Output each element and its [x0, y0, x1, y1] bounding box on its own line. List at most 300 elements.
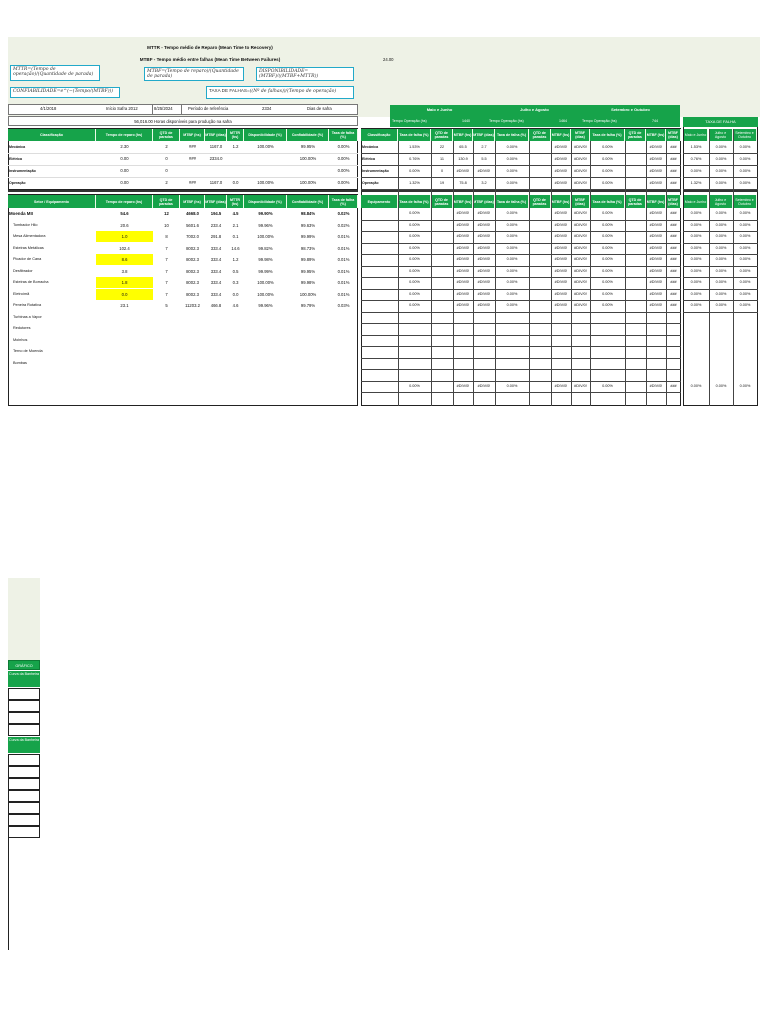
mid-equipment-cell: #DIV/0! — [574, 280, 587, 284]
mid-header-cell: QTD de paradas — [431, 195, 453, 208]
mid-equipment-cell: #DIV/0! — [456, 268, 470, 273]
side-cell — [8, 802, 40, 814]
row-divider — [683, 312, 758, 313]
mid-equipment-cell: 0.00% — [506, 268, 518, 273]
mid-equipment-cell: #DIV/0! — [649, 383, 663, 388]
mid-equipment-cell: #DIV/0! — [554, 257, 568, 261]
equipment-header-cell: QTD de paradas — [153, 195, 180, 208]
equipment-cell: 100.00% — [257, 291, 274, 297]
mid-equipment-cell — [529, 381, 551, 392]
class-header-cell: Taxa de falha (%) — [329, 129, 358, 141]
equipment-cell: 0.01% — [337, 245, 350, 251]
taxa-falha-equipment-cell: 0.00% — [690, 280, 702, 284]
mid-equipment-cell: 0.00% — [409, 222, 420, 227]
taxa-falha-equipment-cell: 0.00% — [690, 245, 702, 250]
taxa-falha-equipment-cell: 0.00% — [739, 211, 751, 215]
mid-equipment-cell — [431, 254, 453, 265]
equipment-cell: 0.01% — [337, 280, 350, 285]
equipment-cell: 99.96% — [258, 222, 273, 228]
mid-equipment-cell — [529, 266, 551, 277]
class-cell: ### — [189, 144, 196, 149]
equipment-cell: 4.5 — [232, 211, 239, 216]
taxa-falha-equipment-cell: 0.00% — [715, 245, 727, 250]
mid-class-cell — [625, 177, 646, 189]
period-tempo-label: Tempo Operação (hs) — [489, 119, 524, 123]
equipment-cell: 1.2 — [232, 257, 239, 262]
mid-class-cell — [529, 141, 551, 153]
mid-header-cell: MTBF (hs) — [453, 129, 473, 141]
taxa-falha-equipment-cell: 0.00% — [739, 291, 751, 296]
mid-equipment-cell: #DIV/0! — [649, 257, 663, 261]
equipment-cell: 0.02% — [337, 211, 350, 216]
mid-equipment-cell: #DIV/0! — [456, 257, 470, 261]
equipment-cell: 54.6 — [120, 211, 129, 216]
info-row — [8, 104, 358, 115]
mid-equipment-cell: 0.00% — [506, 234, 518, 238]
mid-equipment-cell: #DIV/0! — [554, 303, 568, 307]
equipment-cell: 0.0 — [96, 289, 153, 300]
curva-banheira-1[interactable]: Curva da Banheira — [8, 671, 40, 687]
mtbf-formula: MTBF=(Tempo de reparo)/(Quantidade de parada) — [144, 67, 244, 81]
equipment-cell: 99.63% — [300, 222, 316, 228]
taxa-falha-class-cell: 0.00% — [715, 145, 727, 149]
mid-class-cell: ### — [670, 145, 677, 149]
taxa-falha-class-cell: 0.00% — [739, 145, 751, 149]
class-cell: ### — [189, 156, 196, 161]
mid-equipment-cell: #DIV/0! — [574, 268, 587, 273]
mid-header-cell: Taxa de falha (%) — [398, 129, 431, 141]
side-cell — [8, 766, 40, 778]
class-header-cell: MTBF (dias) — [205, 129, 227, 141]
mid-equipment-cell: #DIV/0! — [477, 268, 491, 273]
mid-class-cell: 19 — [439, 181, 445, 185]
mid-header-cell: MTBF (hs) — [646, 129, 666, 141]
mid-equipment-cell: #DIV/0! — [649, 245, 663, 250]
mid-equipment-cell: #DIV/0! — [554, 280, 568, 284]
class-cell: 2.30 — [120, 144, 129, 149]
mid-header-cell: MTBF (dias) — [571, 129, 590, 141]
equipment-cell: 1.0 — [96, 231, 153, 242]
equipment-cell: 99.98% — [258, 257, 273, 262]
equipment-cell: 333.4 — [210, 257, 222, 262]
mid-class-cell: #DIV/0! — [574, 181, 587, 185]
mid-class-cell — [529, 177, 551, 189]
mid-equipment-cell: #DIV/0! — [456, 222, 470, 227]
mid-class-cell: 0.00% — [506, 181, 518, 185]
mid-class-cell: #DIV/0! — [649, 145, 663, 149]
class-row-label: Elétrica — [9, 157, 22, 161]
mid-equipment-cell: 0.00% — [506, 222, 518, 227]
mid-equipment-cell: 0.00% — [602, 303, 613, 307]
equipment-cell: 7 — [165, 268, 168, 274]
class-cell: 0.0 — [232, 180, 239, 185]
equipment-name: Esteiras Metálicas — [13, 245, 44, 250]
taxa-falha-equipment-cell: 0.00% — [739, 234, 751, 238]
mid-header-cell: MTBF (hs) — [551, 129, 571, 141]
mid-equipment-cell — [431, 381, 453, 392]
mid-class-cell: ### — [670, 157, 677, 161]
col-divider — [495, 141, 496, 406]
mid-header-cell: QTD de paradas — [529, 129, 551, 141]
taxa-falha-equipment-cell: 0.00% — [715, 291, 727, 296]
class-cell: 0.00% — [337, 168, 350, 173]
mid-class-cell: 0.76% — [409, 157, 420, 161]
mid-equipment-cell: #DIV/0! — [574, 211, 587, 215]
mid-equipment-cell: #DIV/0! — [554, 383, 568, 388]
equipment-header-cell: MTBF (dias) — [205, 195, 227, 208]
mid-class-label: Elétrica — [362, 157, 375, 161]
mid-equipment-cell: 0.00% — [409, 245, 420, 250]
taxa-falha-equipment-cell: 0.00% — [715, 234, 727, 238]
taxa-falha-equipment-cell: 0.00% — [690, 383, 702, 388]
period-tempo-value: 1464 — [559, 119, 567, 123]
taxa-falha-equipment-cell: 0.00% — [739, 222, 751, 227]
mid-equipment-cell: ### — [670, 222, 677, 227]
class-cell: 100.00% — [257, 144, 274, 149]
equipment-name: Eletroímã — [13, 291, 30, 296]
equipment-header-cell: Disponibilidade (%) — [244, 195, 287, 208]
period-name: Julho e Agosto — [489, 106, 580, 114]
class-cell — [244, 153, 287, 165]
equipment-cell: 102.4 — [119, 245, 130, 251]
mid-equipment-cell: #DIV/0! — [574, 257, 587, 261]
equipment-cell: 98.84% — [300, 211, 316, 216]
equipment-cell: 12 — [164, 211, 169, 216]
equipment-cell: 7 — [165, 291, 168, 297]
taxa-falha-col-header: Maio e Junho — [684, 195, 708, 208]
class-cell: 2334.0 — [209, 156, 223, 161]
mid-equipment-cell — [625, 231, 646, 242]
mid-equipment-cell — [529, 277, 551, 288]
mid-class-cell: 65.5 — [459, 145, 467, 149]
class-header-cell: MTBF (hs) — [180, 129, 205, 141]
taxa-falha-equipment-cell: 0.00% — [739, 303, 751, 307]
class-cell: 0.00 — [120, 180, 129, 185]
mid-equipment-cell: #DIV/0! — [477, 280, 491, 284]
equipment-cell: 7 — [165, 280, 168, 285]
mid-class-cell: #DIV/0! — [477, 169, 491, 173]
mid-class-cell — [529, 153, 551, 165]
mid-equipment-cell — [431, 208, 453, 219]
mid-equipment-cell: 0.00% — [506, 211, 518, 215]
mid-equipment-cell: #DIV/0! — [574, 245, 587, 250]
mid-class-cell: 2.7 — [481, 145, 487, 149]
curva-banheira-2[interactable]: Curva da Banheira — [8, 737, 40, 753]
equipment-cell: 100.00% — [257, 234, 274, 239]
col-divider — [473, 141, 474, 406]
mid-equipment-cell — [625, 300, 646, 311]
mid-equipment-cell — [625, 266, 646, 277]
class-cell — [180, 165, 205, 177]
mid-equipment-cell: #DIV/0! — [456, 211, 470, 215]
class-cell: 1167.0 — [209, 144, 223, 149]
taxa-falha-class-cell: 0.00% — [739, 157, 751, 161]
mid-equipment-cell: #DIV/0! — [456, 383, 470, 388]
mid-equipment-header: Equipamento — [361, 195, 398, 208]
equipment-cell: 0.01% — [337, 257, 350, 262]
period-tempo-value: 744 — [652, 119, 658, 123]
class-cell: 99.95% — [300, 144, 316, 149]
mid-equipment-cell: #DIV/0! — [574, 234, 587, 238]
mid-equipment-cell: #DIV/0! — [477, 383, 491, 388]
mid-class-cell: 0.00% — [409, 169, 420, 173]
mid-equipment-cell: #DIV/0! — [554, 268, 568, 273]
mid-equipment-cell: 0.00% — [409, 291, 420, 296]
mid-equipment-cell — [431, 243, 453, 254]
mid-equipment-cell: 0.00% — [602, 222, 613, 227]
mid-equipment-cell: #DIV/0! — [554, 291, 568, 296]
mid-class-cell: 22 — [439, 145, 445, 149]
equipment-cell: 10 — [164, 222, 169, 228]
equipment-cell: 99.95% — [300, 268, 316, 274]
taxa-falha-class-cell: 1.32% — [690, 181, 702, 185]
mid-equipment-cell: #DIV/0! — [477, 291, 491, 296]
taxa-falha-col-header: Maio e Junho — [684, 129, 708, 141]
mttr-title: MTTR - Tempo médio de Reparo (Mean Time to Recovery) — [147, 45, 273, 50]
mid-class-cell: #DIV/0! — [574, 145, 587, 149]
mid-class-cell: 75.8 — [459, 181, 467, 185]
taxa-falha-col-header: Julho e Agosto — [709, 129, 733, 141]
taxa-falha-equipment-cell: 0.00% — [690, 303, 702, 307]
mid-equipment-cell: 0.00% — [602, 291, 613, 296]
mid-equipment-cell: 0.00% — [506, 245, 518, 250]
taxa-formula: ((Nº de falhas))/(Tempo de operação) — [249, 89, 337, 94]
taxa-falha-equipment-cell: 0.00% — [739, 257, 751, 261]
info-date2: 8/25/2024 — [152, 104, 182, 115]
class-cell: 0.00 — [120, 168, 129, 173]
info-periodo: Período de referência — [188, 106, 229, 111]
class-cell: 0.00% — [337, 144, 350, 149]
mid-equipment-cell: 0.00% — [602, 245, 613, 250]
equipment-header-cell: Taxa de falha (%) — [329, 195, 358, 208]
mid-class-cell — [529, 165, 551, 177]
col-divider — [551, 141, 552, 406]
equipment-name: Moinhos — [13, 337, 28, 342]
col-divider — [590, 141, 591, 406]
mid-class-cell: #DIV/0! — [649, 169, 663, 173]
mid-equipment-cell: #DIV/0! — [649, 268, 663, 273]
mid-class-cell: 0.00% — [506, 169, 518, 173]
mid-equipment-cell — [431, 277, 453, 288]
mid-class-label: Instrumentação — [362, 169, 389, 173]
side-cell — [8, 688, 40, 700]
mid-header-cell: MTBF (hs) — [453, 195, 473, 208]
col-divider — [529, 141, 530, 406]
col-divider — [571, 141, 572, 406]
mid-equipment-cell — [529, 231, 551, 242]
mid-equipment-cell — [431, 300, 453, 311]
equipment-cell: 4668.0 — [186, 211, 199, 216]
mid-equipment-cell: #DIV/0! — [477, 245, 491, 250]
mid-equipment-cell: 0.00% — [602, 383, 613, 388]
class-cell — [244, 165, 287, 177]
equipment-cell: 8.6 — [96, 254, 153, 265]
class-cell — [227, 153, 244, 165]
equipment-cell: 99.96% — [258, 303, 273, 308]
mid-class-cell: #DIV/0! — [456, 169, 470, 173]
equipment-cell: 3.8 — [121, 268, 128, 274]
mid-equipment-cell: #DIV/0! — [649, 291, 663, 296]
mid-header-cell: QTD de paradas — [625, 129, 646, 141]
row-divider — [361, 312, 681, 313]
mid-equipment-cell — [625, 208, 646, 219]
mid-class-cell: 0.00% — [602, 145, 613, 149]
mid-header-cell: Taxa de falha (%) — [495, 129, 529, 141]
equipment-cell: 99.90% — [258, 211, 273, 216]
col-divider — [453, 141, 454, 406]
mid-equipment-cell: 0.00% — [602, 211, 613, 215]
equipment-cell: 5 — [165, 303, 168, 308]
mid-header-cell: QTD de paradas — [625, 195, 646, 208]
class-cell: 0 — [165, 156, 168, 161]
period-tempo-value: 1440 — [462, 119, 470, 123]
mid-equipment-cell — [431, 220, 453, 231]
taxa-falha-class-cell: 0.00% — [715, 181, 727, 185]
mid-class-cell: 1.53% — [409, 145, 420, 149]
row-divider — [361, 323, 681, 324]
taxa-falha-equipment-cell: 0.00% — [715, 383, 727, 388]
mid-equipment-cell — [625, 243, 646, 254]
mid-equipment-cell: #DIV/0! — [649, 222, 663, 227]
equipment-name: Terno de Moenda — [13, 349, 43, 353]
period-tempo-label: Tempo Operação (hs) — [582, 119, 617, 123]
class-cell: 0.00% — [337, 156, 350, 161]
mid-equipment-cell: #DIV/0! — [477, 211, 491, 215]
mid-equipment-cell: 0.00% — [409, 280, 420, 284]
taxa-falha-class-cell: 0.00% — [739, 181, 751, 185]
side-cell — [8, 754, 40, 766]
equipment-cell: 0.03% — [337, 303, 350, 308]
mid-equipment-cell: #DIV/0! — [574, 291, 587, 296]
class-cell: 1167.0 — [209, 180, 223, 185]
side-cell — [8, 724, 40, 736]
equipment-cell: 0.0 — [232, 291, 239, 297]
equipment-name: Peneira Rotativa — [13, 303, 42, 307]
side-cell — [8, 814, 40, 826]
mid-equipment-cell: #DIV/0! — [649, 211, 663, 215]
mid-header-cell: Taxa de falha (%) — [590, 129, 625, 141]
grafico-label: GRÁFICO — [8, 660, 40, 670]
equipment-cell: 11203.2 — [185, 303, 200, 308]
mid-equipment-cell — [625, 220, 646, 231]
class-header-cell: Disponibilidade (%) — [244, 129, 287, 141]
col-divider — [646, 141, 647, 406]
taxa-falha-col-header: Setembro e Outubro — [733, 129, 757, 141]
mid-class-cell: #DIV/0! — [554, 181, 568, 185]
equipment-cell: 5601.6 — [186, 222, 199, 228]
class-header-cell: MTTR (hs) — [227, 129, 244, 141]
side-band — [8, 578, 40, 664]
equipment-cell: 7 — [165, 257, 168, 262]
mid-equipment-cell: ### — [670, 268, 677, 273]
equipment-name: Tombador Hilo — [13, 222, 38, 227]
mid-header-cell: MTBF (dias) — [473, 129, 495, 141]
taxa-falha-col-header: Setembro e Outubro — [733, 195, 757, 208]
taxa-falha-class-cell: 0.00% — [690, 169, 702, 173]
mid-class-cell: 0.00% — [602, 169, 613, 173]
taxa-falha-class-cell: 1.53% — [690, 145, 702, 149]
mid-equipment-cell: 0.00% — [409, 268, 420, 273]
mid-class-cell — [625, 165, 646, 177]
mid-equipment-cell: #DIV/0! — [649, 303, 663, 307]
side-cell — [8, 712, 40, 724]
equipment-cell: 8002.3 — [186, 268, 199, 274]
mid-class-cell: 0.00% — [506, 157, 518, 161]
mid-equipment-cell: #DIV/0! — [554, 211, 568, 215]
equipment-cell: 99.99% — [258, 268, 273, 274]
equipment-cell: 99.89% — [300, 257, 316, 262]
mid-header-cell: MTBF (hs) — [646, 195, 666, 208]
side-border — [8, 830, 9, 950]
taxa-falha-equipment-cell: 0.00% — [690, 211, 702, 215]
side-cell — [8, 778, 40, 790]
mid-equipment-cell: #DIV/0! — [477, 234, 491, 238]
taxa-falha-equipment-cell: 0.00% — [739, 383, 751, 388]
mid-header-cell: MTBF (hs) — [551, 195, 571, 208]
mid-class-cell: #DIV/0! — [554, 145, 568, 149]
equipment-name: Redutores — [13, 326, 31, 330]
info-dias: 2334 — [262, 106, 272, 111]
class-cell: 100.00% — [257, 180, 274, 185]
mid-equipment-cell — [529, 243, 551, 254]
mid-header-cell: Taxa de falha (%) — [495, 195, 529, 208]
mid-class-cell: #DIV/0! — [649, 157, 663, 161]
mid-equipment-cell: 0.00% — [506, 291, 518, 296]
class-cell: 0.00 — [120, 156, 129, 161]
mid-equipment-cell: #DIV/0! — [554, 234, 568, 238]
class-cell — [205, 165, 227, 177]
mid-class-label: Mecânica — [362, 145, 379, 149]
equipment-cell: 333.4 — [210, 245, 222, 251]
mid-class-cell: #DIV/0! — [554, 157, 568, 161]
mid-class-cell: 130.9 — [458, 157, 468, 161]
mid-class-cell: #DIV/0! — [574, 157, 587, 161]
equipment-cell: 466.8 — [210, 303, 222, 308]
table-divider — [361, 190, 681, 192]
taxa-falha-class-cell: 0.00% — [715, 169, 727, 173]
mid-header-cell: Taxa de falha (%) — [590, 195, 625, 208]
equipment-cell: 8002.3 — [186, 257, 199, 262]
mid-equipment-cell — [625, 381, 646, 392]
mid-equipment-cell: ### — [670, 383, 677, 388]
class-header-cell: Classificação — [8, 129, 96, 141]
equipment-name: Desfibrador — [13, 268, 33, 273]
equipment-cell: 8002.3 — [186, 291, 199, 297]
mid-equipment-cell: 0.00% — [506, 257, 518, 261]
mid-equipment-cell: 0.00% — [602, 280, 613, 284]
mid-equipment-cell: ### — [670, 280, 677, 284]
equipment-header-cell: MTBF (hs) — [180, 195, 205, 208]
equipment-cell: 0.1 — [232, 234, 239, 239]
equipment-cell: 99.82% — [258, 245, 273, 251]
equipment-cell: 1.8 — [96, 277, 153, 288]
taxa-falha-equipment-cell: 0.00% — [690, 291, 702, 296]
taxa-falha-equipment-cell: 0.00% — [715, 280, 727, 284]
mid-class-cell: #DIV/0! — [554, 169, 568, 173]
mid-equipment-cell: 0.00% — [409, 303, 420, 307]
table-divider — [8, 190, 358, 192]
equipment-cell: 99.99% — [300, 234, 316, 239]
class-row-label: Operação — [9, 181, 26, 185]
mid-equipment-cell: 0.00% — [602, 234, 613, 238]
mid-equipment-cell — [625, 289, 646, 300]
table-divider — [683, 190, 758, 192]
equipment-cell: 14.6 — [231, 245, 240, 251]
col-divider — [431, 141, 432, 406]
taxa-falha-equipment-cell: 0.00% — [715, 211, 727, 215]
equipment-cell: 333.4 — [210, 268, 222, 274]
taxa-falha-equipment-cell: 0.00% — [690, 268, 702, 273]
